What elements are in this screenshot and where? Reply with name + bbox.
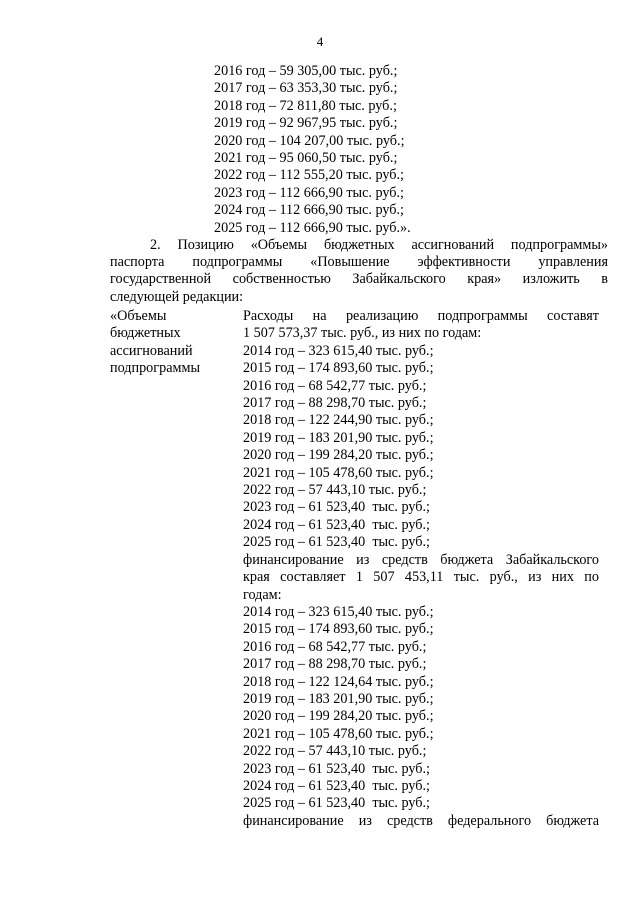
list-item: 2022 год – 112 555,20 тыс. руб.; (214, 167, 404, 184)
list-item: 2017 год – 88 298,70 тыс. руб.; (243, 395, 427, 412)
list-item: 2014 год – 323 615,40 тыс. руб.; (243, 603, 434, 620)
list-item: 2017 год – 88 298,70 тыс. руб.; (243, 656, 427, 673)
list-item: 2025 год – 112 666,90 тыс. руб.». (214, 219, 411, 236)
intro-line: 1 507 573,37 тыс. руб., из них по годам: (243, 325, 482, 342)
list-item: 2022 год – 57 443,10 тыс. руб.; (243, 743, 427, 760)
paragraph-line: паспорта подпрограммы «Повышение эффективности управления (110, 254, 608, 270)
list-item: 2019 год – 92 967,95 тыс. руб.; (214, 115, 398, 132)
regional-funding-line: края составляет 1 507 453,11 тыс. руб., из них по (243, 569, 599, 586)
list-item: 2023 год – 112 666,90 тыс. руб.; (214, 184, 404, 201)
amendment-paragraph-cont (110, 254, 608, 306)
list-item: 2021 год – 105 478,60 тыс. руб.; (243, 464, 434, 481)
intro-line: Расходы на реализацию подпрограммы составят (243, 308, 599, 324)
regional-funding-line: финансирование из средств бюджета Забайкальского (243, 551, 599, 568)
list-item: 2025 год – 61 523,40 тыс. руб.; (243, 795, 430, 812)
list-item: 2021 год – 105 478,60 тыс. руб.; (243, 725, 434, 742)
federal-funding-line: финансирование из средств федерального бюджета (243, 812, 599, 829)
list-item: 2017 год – 63 353,30 тыс. руб.; (214, 80, 398, 97)
list-item: 2016 год – 68 542,77 тыс. руб.; (243, 638, 427, 655)
paragraph-line: государственной собственностью Забайкальского края» изложить в (110, 271, 608, 288)
list-item: 2024 год – 61 523,40 тыс. руб.; (243, 516, 430, 533)
list-item: 2022 год – 57 443,10 тыс. руб.; (243, 482, 427, 499)
list-item: 2018 год – 122 124,64 тыс. руб.; (243, 673, 434, 690)
list-item: 2021 год – 95 060,50 тыс. руб.; (214, 150, 398, 167)
position-content (243, 308, 599, 830)
list-item: 2024 год – 112 666,90 тыс. руб.; (214, 202, 404, 219)
list-item: 2019 год – 183 201,90 тыс. руб.; (243, 690, 434, 707)
list-item: 2016 год – 59 305,00 тыс. руб.; (214, 63, 398, 79)
list-item: 2015 год – 174 893,60 тыс. руб.; (243, 360, 434, 377)
list-item: 2015 год – 174 893,60 тыс. руб.; (243, 621, 434, 638)
paragraph-line: 2. Позицию «Объемы бюджетных ассигнований подпрограммы» (150, 237, 608, 253)
list-item: 2016 год – 68 542,77 тыс. руб.; (243, 377, 427, 394)
label-line: «Объемы (110, 308, 167, 324)
list-item: 2023 год – 61 523,40 тыс. руб.; (243, 499, 430, 516)
list-item: 2023 год – 61 523,40 тыс. руб.; (243, 760, 430, 777)
list-item: 2024 год – 61 523,40 тыс. руб.; (243, 777, 430, 794)
position-label (110, 308, 235, 378)
list-item: 2020 год – 199 284,20 тыс. руб.; (243, 708, 434, 725)
label-line: ассигнований (110, 342, 193, 359)
list-item: 2018 год – 72 811,80 тыс. руб.; (214, 97, 397, 114)
regional-funding-line: годам: (243, 586, 282, 603)
top-year-list (214, 63, 411, 237)
amendment-paragraph (110, 237, 608, 254)
label-line: подпрограммы (110, 360, 200, 377)
list-item: 2014 год – 323 615,40 тыс. руб.; (243, 342, 434, 359)
list-item: 2020 год – 199 284,20 тыс. руб.; (243, 447, 434, 464)
list-item: 2019 год – 183 201,90 тыс. руб.; (243, 429, 434, 446)
list-item: 2020 год – 104 207,00 тыс. руб.; (214, 132, 405, 149)
paragraph-line: следующей редакции: (110, 288, 244, 305)
list-item: 2025 год – 61 523,40 тыс. руб.; (243, 534, 430, 551)
page-number: 4 (316, 34, 324, 49)
list-item: 2018 год – 122 244,90 тыс. руб.; (243, 412, 434, 429)
label-line: бюджетных (110, 325, 181, 342)
